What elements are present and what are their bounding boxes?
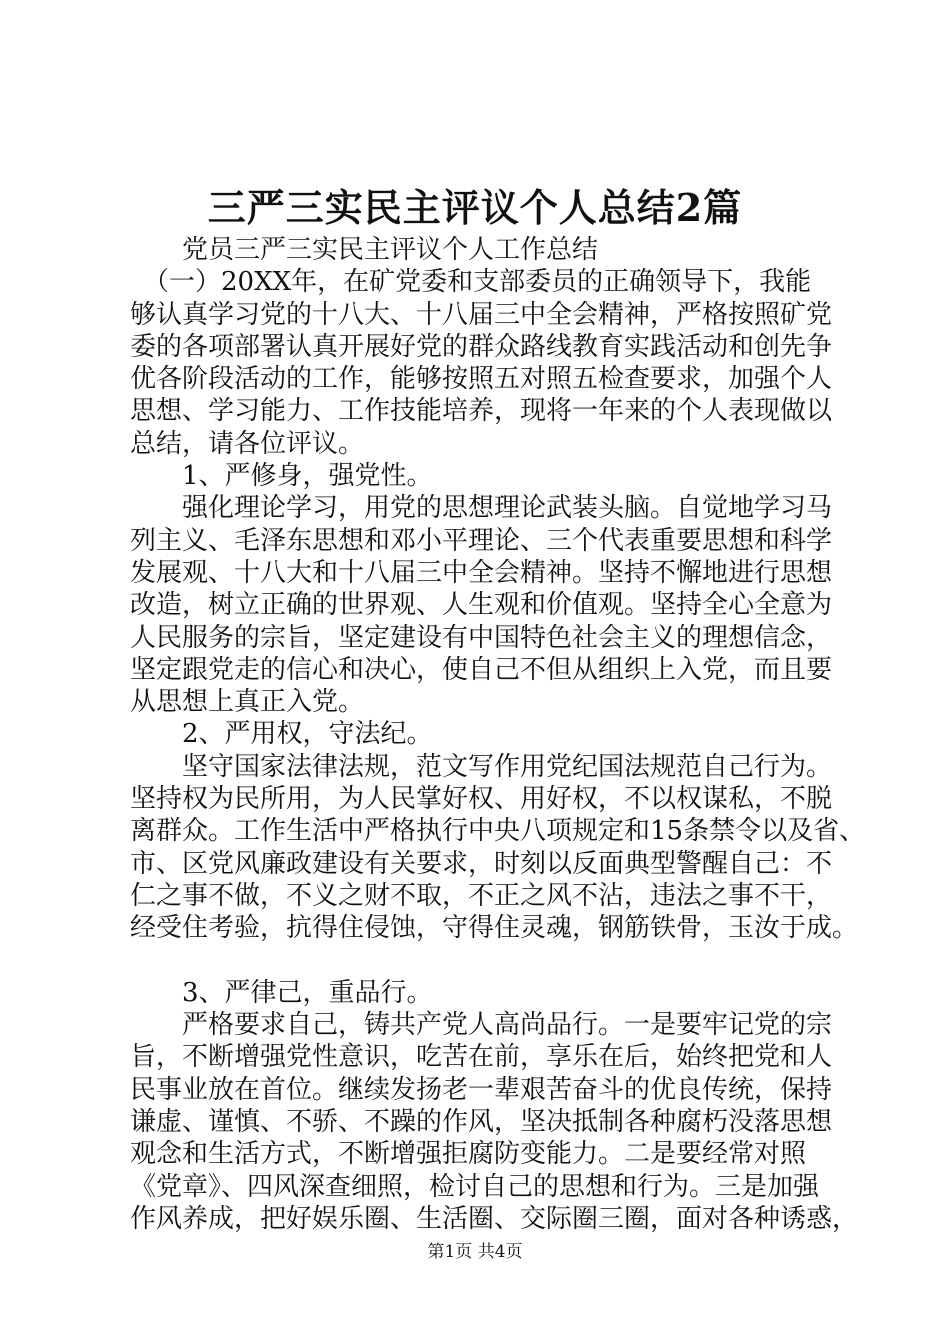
text-line: 从思想上真正入党。 [130,687,365,718]
text-line: 列主义、毛泽东思想和邓小平理论、三个代表重要思想和科学 [130,525,833,556]
text-line: 2、严用权，守法纪。 [130,719,433,750]
text-line: 坚持权为民所用，为人民掌好权、用好权，不以权谋私，不脱 [130,784,833,815]
text-line: 3、严律己，重品行。 [130,977,433,1008]
text-line: 仁之事不做，不义之财不取，不正之风不沾，违法之事不干， [130,880,833,911]
text-line: 坚定跟党走的信心和决心，使自己不但从组织上入党，而且要 [130,654,833,685]
text-line: 作风养成，把好娱乐圈、生活圈、交际圈三圈，面对各种诱惑， [130,1203,859,1234]
text-line: 委的各项部署认真开展好党的群众路线教育实践活动和创先争 [130,331,833,362]
text-line: 人民服务的宗旨，坚定建设有中国特色社会主义的理想信念， [130,622,833,653]
text-line: 《党章》、四风深查细照，检讨自己的思想和行为。三是加强 [130,1171,820,1202]
text-line: 谦虚、谨慎、不骄、不躁的作风，坚决抵制各种腐朽没落思想 [130,1107,833,1138]
text-line: 经受住考验，抗得住侵蚀，守得住灵魂，钢筋铁骨，玉汝于成。 [130,913,859,944]
text-line: （一）20XX年，在矿党委和支部委员的正确领导下，我能 [130,267,812,298]
text-line: 旨，不断增强党性意识，吃苦在前，享乐在后，始终把党和人 [130,1042,833,1073]
text-line: 改造，树立正确的世界观、人生观和价值观。坚持全心全意为 [130,590,833,621]
text-line: 党员三严三实民主评议个人工作总结 [130,235,599,265]
text-line: 市、区党风廉政建设有关要求，时刻以反面典型警醒自己：不 [130,848,833,879]
text-line: 总结，请各位评议。 [130,428,365,459]
text-line: 1、严修身，强党性。 [130,461,433,492]
text-line: 够认真学习党的十八大、十八届三中全会精神，严格按照矿党 [130,299,833,330]
document-body [130,234,866,1235]
text-line: 优各阶段活动的工作，能够按照五对照五检查要求，加强个人 [130,364,833,395]
text-line: 发展观、十八大和十八届三中全会精神。坚持不懈地进行思想 [130,557,833,588]
text-line: 强化理论学习，用党的思想理论武装头脑。自觉地学习马 [130,493,833,524]
text-line: 观念和生活方式，不断增强拒腐防变能力。二是要经常对照 [130,1139,807,1170]
text-line: 思想、学习能力、工作技能培养，现将一年来的个人表现做以 [130,396,833,427]
text-line: 坚守国家法律法规，范文写作用党纪国法规范自己行为。 [130,751,833,782]
text-line: 严格要求自己，铸共产党人高尚品行。一是要牢记党的宗 [130,1010,833,1041]
text-line: 民事业放在首位。继续发扬老一辈艰苦奋斗的优良传统，保持 [130,1074,833,1105]
page-footer: 第1页 共4页 [427,1242,523,1262]
blank-line [130,945,850,977]
text-line: 离群众。工作生活中严格执行中央八项规定和15条禁令以及省、 [130,816,866,847]
document-title: 三严三实民主评议个人总结2篇 [207,185,743,230]
